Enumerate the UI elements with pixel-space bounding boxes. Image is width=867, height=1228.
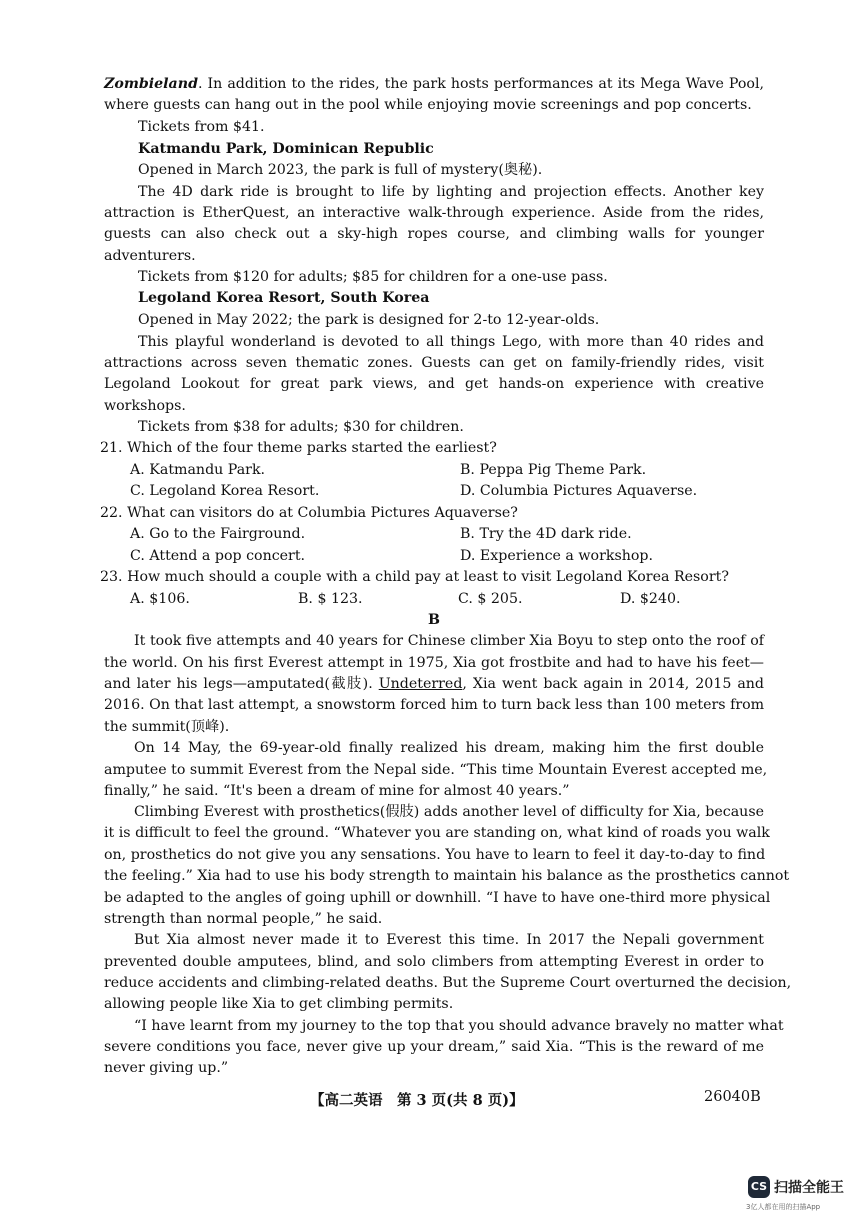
passage-b-line: it is difficult to feel the ground. “Whatever you are standing on, what kind of roads you walk bbox=[104, 825, 770, 841]
passage-b-line: the feeling.” Xia had to use his body strength to maintain his balance as the prosthetics cannot bbox=[104, 868, 790, 884]
answer-option: D. Columbia Pictures Aquaverse. bbox=[460, 483, 698, 499]
answer-option: C. Legoland Korea Resort. bbox=[130, 483, 320, 499]
passage-b-line: But Xia almost never made it to Everest this time. In 2017 the Nepali government bbox=[134, 932, 764, 948]
park-opened: Opened in May 2022; the park is designed for 2-to 12-year-olds. bbox=[138, 312, 600, 328]
answer-option: A. Katmandu Park. bbox=[130, 462, 266, 478]
underlined-word: Undeterred bbox=[378, 676, 463, 692]
park-desc-line: Legoland Lookout for great park views, and get hands-on experience with creative bbox=[104, 376, 764, 392]
park-desc-line: attraction is EtherQuest, an interactive walk-through experience. Aside from the rides, bbox=[104, 205, 764, 221]
footer-page-info: 【高二英语 第 3 页(共 8 页)】 bbox=[310, 1092, 524, 1109]
passage-b-line: the world. On his first Everest attempt in 1975, Xia got frostbite and had to have his feet— bbox=[104, 655, 764, 671]
camscanner-logo-icon: CS bbox=[748, 1176, 770, 1198]
passage-b-line: be adapted to the angles of going uphill or downhill. “I have to have one-third more physical bbox=[104, 890, 771, 906]
park-desc-line: The 4D dark ride is brought to life by lighting and projection effects. Another key bbox=[138, 184, 764, 200]
passage-b-line: the summit(顶峰). bbox=[104, 719, 230, 735]
park-title: Legoland Korea Resort, South Korea bbox=[138, 290, 430, 306]
passage-a-line: where guests can hang out in the pool while enjoying movie screenings and pop concerts. bbox=[104, 97, 752, 113]
passage-b-line: never giving up.” bbox=[104, 1060, 229, 1076]
passage-a-line: Zombieland. In addition to the rides, the park hosts performances at its Mega Wave Pool, bbox=[104, 76, 764, 92]
passage-b-line: It took five attempts and 40 years for Chinese climber Xia Boyu to step onto the roof of bbox=[134, 633, 764, 649]
park-desc-line: workshops. bbox=[104, 398, 186, 414]
tickets-line: Tickets from $41. bbox=[138, 119, 265, 135]
watermark-subtitle: 3亿人都在用的扫描App bbox=[746, 1203, 821, 1211]
section-label: B bbox=[428, 612, 440, 628]
passage-b-line: strength than normal people,” he said. bbox=[104, 911, 383, 927]
park-desc-line: This playful wonderland is devoted to all things Lego, with more than 40 rides and bbox=[138, 334, 764, 350]
tickets-line: Tickets from $120 for adults; $85 for children for a one-use pass. bbox=[138, 269, 608, 285]
passage-b-line: finally,” he said. “It's been a dream of mine for almost 40 years.” bbox=[104, 783, 570, 799]
passage-b-line: prevented double amputees, blind, and solo climbers from attempting Everest in order to bbox=[104, 954, 764, 970]
passage-b-line: On 14 May, the 69-year-old finally realized his dream, making him the first double bbox=[134, 740, 764, 756]
tickets-line: Tickets from $38 for adults; $30 for children. bbox=[138, 419, 464, 435]
answer-option: A. Go to the Fairground. bbox=[130, 526, 306, 542]
passage-b-line: 2016. On that last attempt, a snowstorm forced him to turn back less than 100 meters from bbox=[104, 697, 765, 713]
question-stem: 22. What can visitors do at Columbia Pictures Aquaverse? bbox=[100, 505, 518, 521]
passage-b-line: “I have learnt from my journey to the top that you should advance bravely no matter what bbox=[134, 1018, 784, 1034]
answer-option: C. $ 205. bbox=[458, 591, 523, 607]
answer-option: D. $240. bbox=[620, 591, 681, 607]
footer-code: 26040B bbox=[704, 1089, 761, 1105]
park-desc-line: guests can also check out a sky-high ropes course, and climbing walls for younger bbox=[104, 226, 764, 242]
watermark-name: 扫描全能王 bbox=[774, 1180, 844, 1196]
park-opened: Opened in March 2023, the park is full of mystery(奥秘). bbox=[138, 162, 543, 178]
park-desc-line: attractions across seven thematic zones. Guests can get on family-friendly rides, visit bbox=[104, 355, 764, 371]
answer-option: B. Peppa Pig Theme Park. bbox=[460, 462, 647, 478]
answer-option: C. Attend a pop concert. bbox=[130, 548, 306, 564]
answer-option: A. $106. bbox=[130, 591, 190, 607]
passage-b-line: reduce accidents and climbing-related deaths. But the Supreme Court overturned the decision, bbox=[104, 975, 792, 991]
answer-option: B. Try the 4D dark ride. bbox=[460, 526, 632, 542]
question-stem: 23. How much should a couple with a child pay at least to visit Legoland Korea Resort? bbox=[100, 569, 729, 585]
passage-b-line: and later his legs—amputated(截肢). Undeterred, Xia went back again in 2014, 2015 and bbox=[104, 676, 764, 692]
passage-b-line: allowing people like Xia to get climbing permits. bbox=[104, 996, 454, 1012]
passage-b-line: amputee to summit Everest from the Nepal side. “This time Mountain Everest accepted me, bbox=[104, 762, 768, 778]
answer-option: D. Experience a workshop. bbox=[460, 548, 654, 564]
question-stem: 21. Which of the four theme parks started the earliest? bbox=[100, 440, 497, 456]
passage-b-line: severe conditions you face, never give up your dream,” said Xia. “This is the reward of me bbox=[104, 1039, 764, 1055]
passage-b-line: Climbing Everest with prosthetics(假肢) adds another level of difficulty for Xia, because bbox=[134, 804, 764, 820]
park-desc-line: adventurers. bbox=[104, 248, 196, 264]
answer-option: B. $ 123. bbox=[298, 591, 363, 607]
passage-b-line: on, prosthetics do not give you any sensations. You have to learn to feel it day-to-day to find bbox=[104, 847, 766, 863]
park-title: Katmandu Park, Dominican Republic bbox=[138, 141, 434, 157]
